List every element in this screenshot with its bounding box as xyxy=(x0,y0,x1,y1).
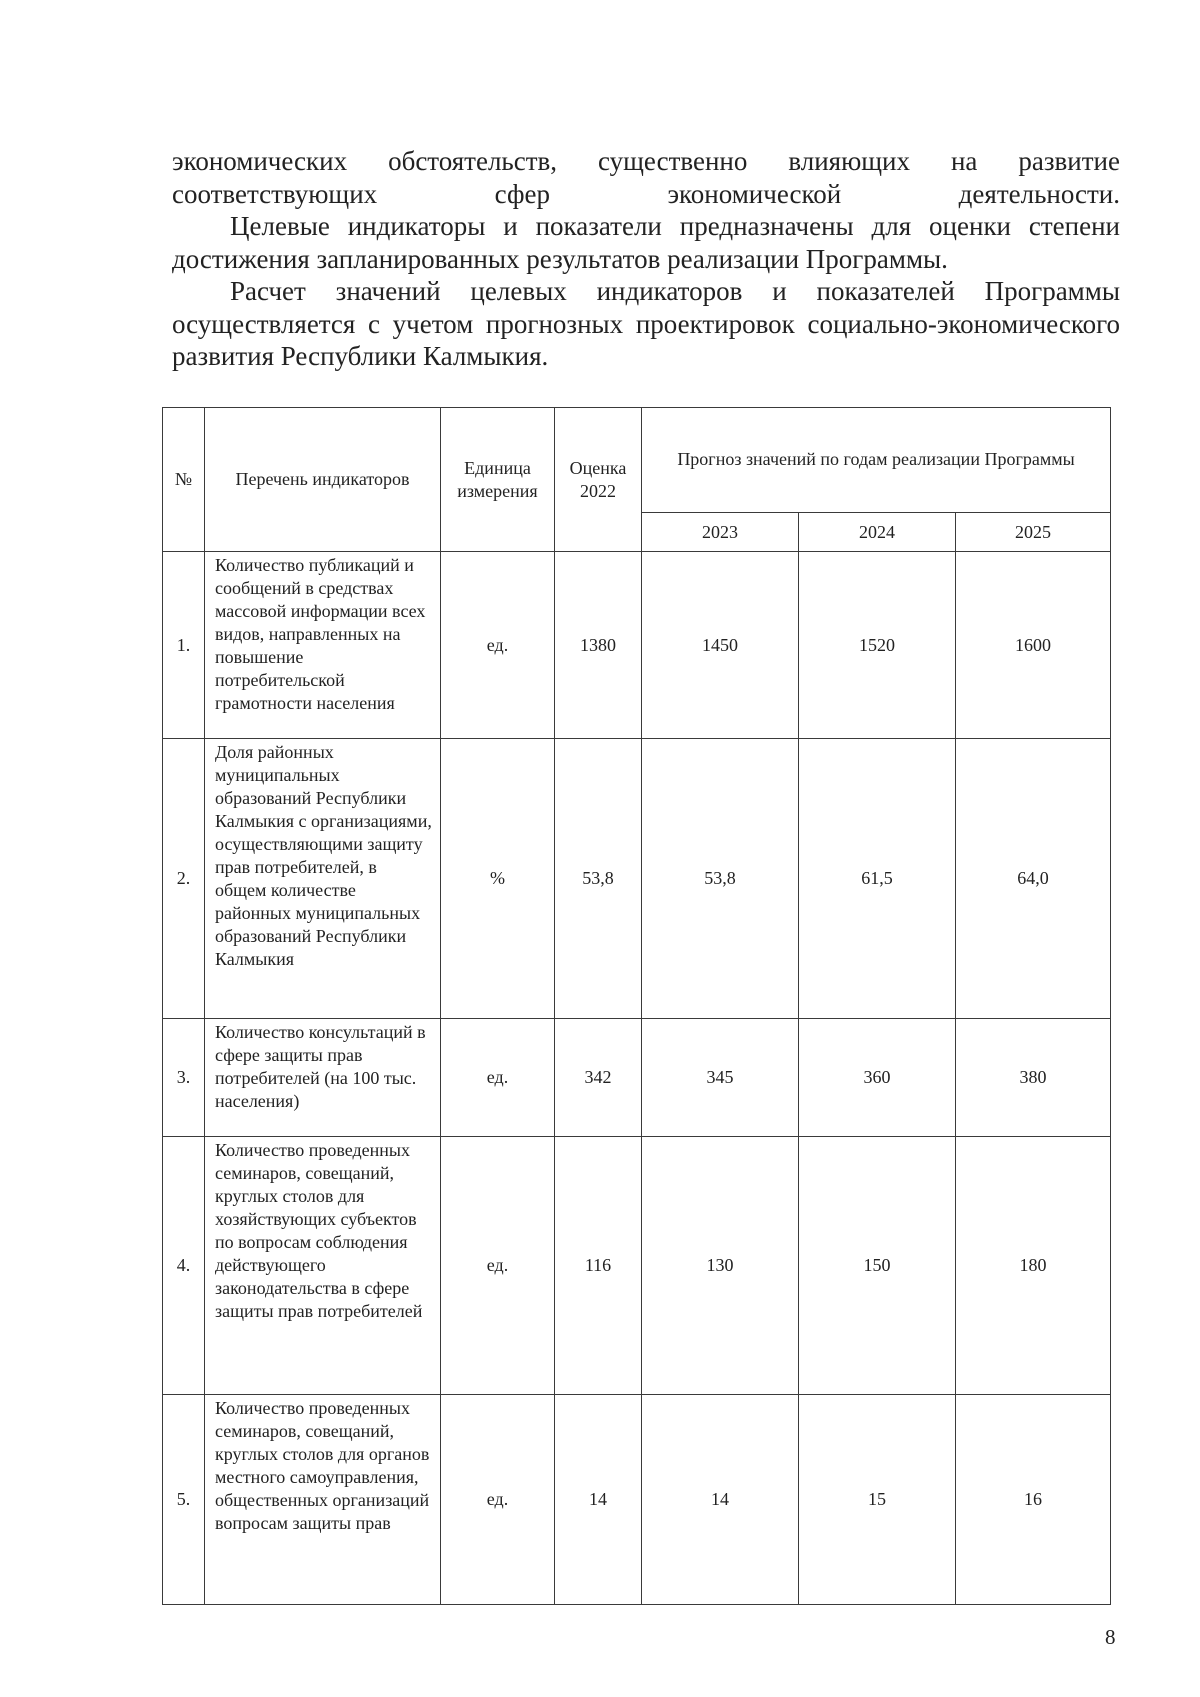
page-number: 8 xyxy=(1105,1625,1116,1649)
paragraph-continuation: экономических обстоятельств, существенно влияющих на развитие соответствующих сфер экономической деятельности. xyxy=(172,146,1120,209)
row-unit: ед. xyxy=(441,1395,555,1605)
header-year: 2024 xyxy=(799,513,956,552)
row-2024: 360 xyxy=(799,1019,956,1137)
row-unit: ед. xyxy=(441,1137,555,1395)
header-year: 2023 xyxy=(642,513,799,552)
header-num: № xyxy=(163,408,205,552)
row-2025: 64,0 xyxy=(956,739,1111,1019)
row-2023: 14 xyxy=(642,1395,799,1605)
row-num: 5. xyxy=(163,1395,205,1605)
row-2024: 150 xyxy=(799,1137,956,1395)
row-num: 2. xyxy=(163,739,205,1019)
row-num: 1. xyxy=(163,552,205,739)
header-name: Перечень индикаторов xyxy=(205,408,441,552)
table-row xyxy=(163,739,1111,1019)
row-num: 3. xyxy=(163,1019,205,1137)
row-2024: 1520 xyxy=(799,552,956,739)
header-forecast: Прогноз значений по годам реализации Программы xyxy=(642,408,1111,513)
row-estimate: 1380 xyxy=(555,552,642,739)
row-name: Доля районных муниципальных образований Республики Калмыкия с организациями, осуществляющими защиту прав потребителей, в общем количестве районных муниципальных образований Республики Калмыкия xyxy=(205,739,441,1019)
body-text xyxy=(172,145,1120,373)
indicators-table xyxy=(162,407,1111,1605)
header-unit: Единица измерения xyxy=(441,408,555,552)
row-name: Количество консультаций в сфере защиты прав потребителей (на 100 тыс. населения) xyxy=(205,1019,441,1137)
row-num: 4. xyxy=(163,1137,205,1395)
table-row xyxy=(163,1395,1111,1605)
table-row xyxy=(163,1137,1111,1395)
row-estimate: 342 xyxy=(555,1019,642,1137)
row-2023: 130 xyxy=(642,1137,799,1395)
table-row xyxy=(163,552,1111,739)
row-2023: 1450 xyxy=(642,552,799,739)
row-unit: ед. xyxy=(441,1019,555,1137)
header-year: 2025 xyxy=(956,513,1111,552)
row-2023: 345 xyxy=(642,1019,799,1137)
row-2025: 16 xyxy=(956,1395,1111,1605)
row-2024: 15 xyxy=(799,1395,956,1605)
row-2025: 1600 xyxy=(956,552,1111,739)
row-2025: 380 xyxy=(956,1019,1111,1137)
row-2023: 53,8 xyxy=(642,739,799,1019)
row-name: Количество проведенных семинаров, совещаний, круглых столов для органов местного самоуправления, общественных организаций вопросам защиты прав xyxy=(205,1395,441,1605)
table-header-row xyxy=(163,408,1111,513)
row-unit: % xyxy=(441,739,555,1019)
row-unit: ед. xyxy=(441,552,555,739)
row-name: Количество проведенных семинаров, совещаний, круглых столов для хозяйствующих субъектов по вопросам соблюдения действующего законодательства в сфере защиты прав потребителей xyxy=(205,1137,441,1395)
table-row xyxy=(163,1019,1111,1137)
row-estimate: 116 xyxy=(555,1137,642,1395)
row-name: Количество публикаций и сообщений в средствах массовой информации всех видов, направленных на повышение потребительской грамотности населения xyxy=(205,552,441,739)
paragraph-indicators-purpose: Целевые индикаторы и показатели предназначены для оценки степени достижения запланированных результатов реализации Программы. xyxy=(172,211,1120,274)
row-estimate: 14 xyxy=(555,1395,642,1605)
paragraph-calculation: Расчет значений целевых индикаторов и показателей Программы осуществляется с учетом прогнозных проектировок социально-экономического развития Республики Калмыкия. xyxy=(172,276,1120,371)
row-2024: 61,5 xyxy=(799,739,956,1019)
header-estimate: Оценка 2022 xyxy=(555,408,642,552)
row-2025: 180 xyxy=(956,1137,1111,1395)
row-estimate: 53,8 xyxy=(555,739,642,1019)
